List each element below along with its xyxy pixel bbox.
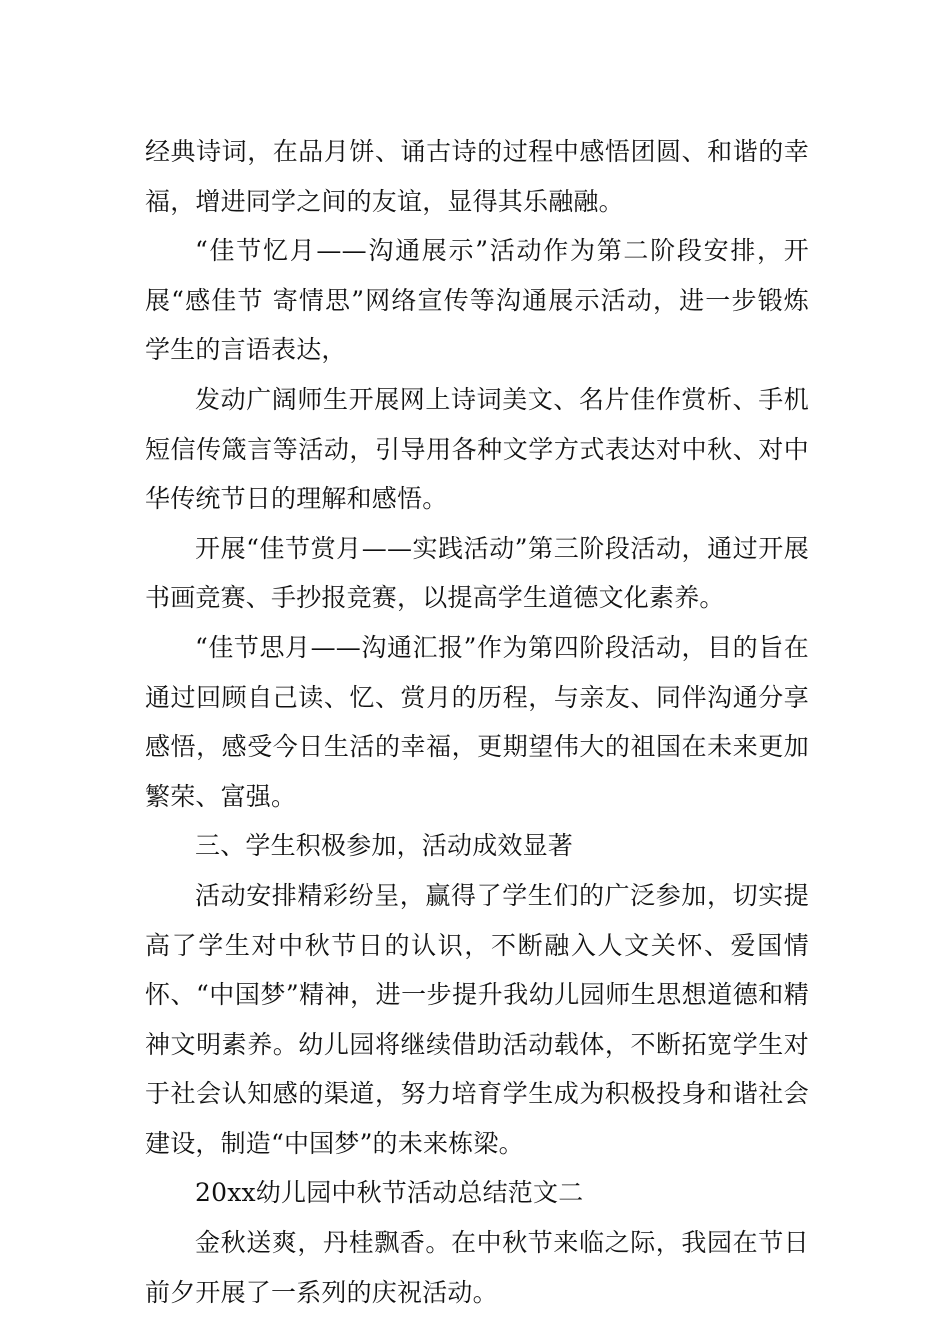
- paragraph-stage-two: “佳节忆月——沟通展示”活动作为第二阶段安排，开展“感佳节 寄情思”网络宣传等沟通展示活动，进一步锻炼学生的言语表达，: [145, 236, 809, 365]
- paragraph-stage-three: 开展“佳节赏月——实践活动”第三阶段活动，通过开展书画竞赛、手抄报竞赛，以提高学生道德文化素养。: [145, 533, 809, 613]
- paragraph-stage-four: “佳节思月——沟通汇报”作为第四阶段活动，目的旨在通过回顾自己读、忆、赏月的历程，与亲友、同伴沟通分享感悟，感受今日生活的幸福，更期望伟大的祖国在未来更加繁荣、富强。: [145, 632, 809, 811]
- section-heading-results: 三、学生积极参加，活动成效显著: [195, 831, 574, 861]
- paragraph-results: 活动安排精彩纷呈，赢得了学生们的广泛参加，切实提高了学生对中秋节日的认识，不断融入人文关怀、爱国情怀、“中国梦”精神，进一步提升我幼儿园师生思想道德和精神文明素养。幼儿园将继续借助活动载体，不断拓宽学生对于社会认知感的渠道，努力培育学生成为积极投身和谐社会建设，制造“中国梦”的未来栋梁。: [145, 880, 809, 1158]
- document-body: [145, 127, 809, 1317]
- paragraph-online-activities: 发动广阔师生开展网上诗词美文、名片佳作赏析、手机短信传箴言等活动，引导用各种文学方式表达对中秋、对中华传统节日的理解和感悟。: [145, 384, 809, 514]
- paragraph-sample-two-intro: 金秋送爽，丹桂飘香。在中秋节来临之际，我园在节日前夕开展了一系列的庆祝活动。: [145, 1228, 809, 1307]
- section-heading-sample-two: 20xx幼儿园中秋节活动总结范文二: [195, 1178, 584, 1208]
- paragraph-continuation: 经典诗词，在品月饼、诵古诗的过程中感悟团圆、和谐的幸福，增进同学之间的友谊，显得其乐融融。: [145, 137, 809, 216]
